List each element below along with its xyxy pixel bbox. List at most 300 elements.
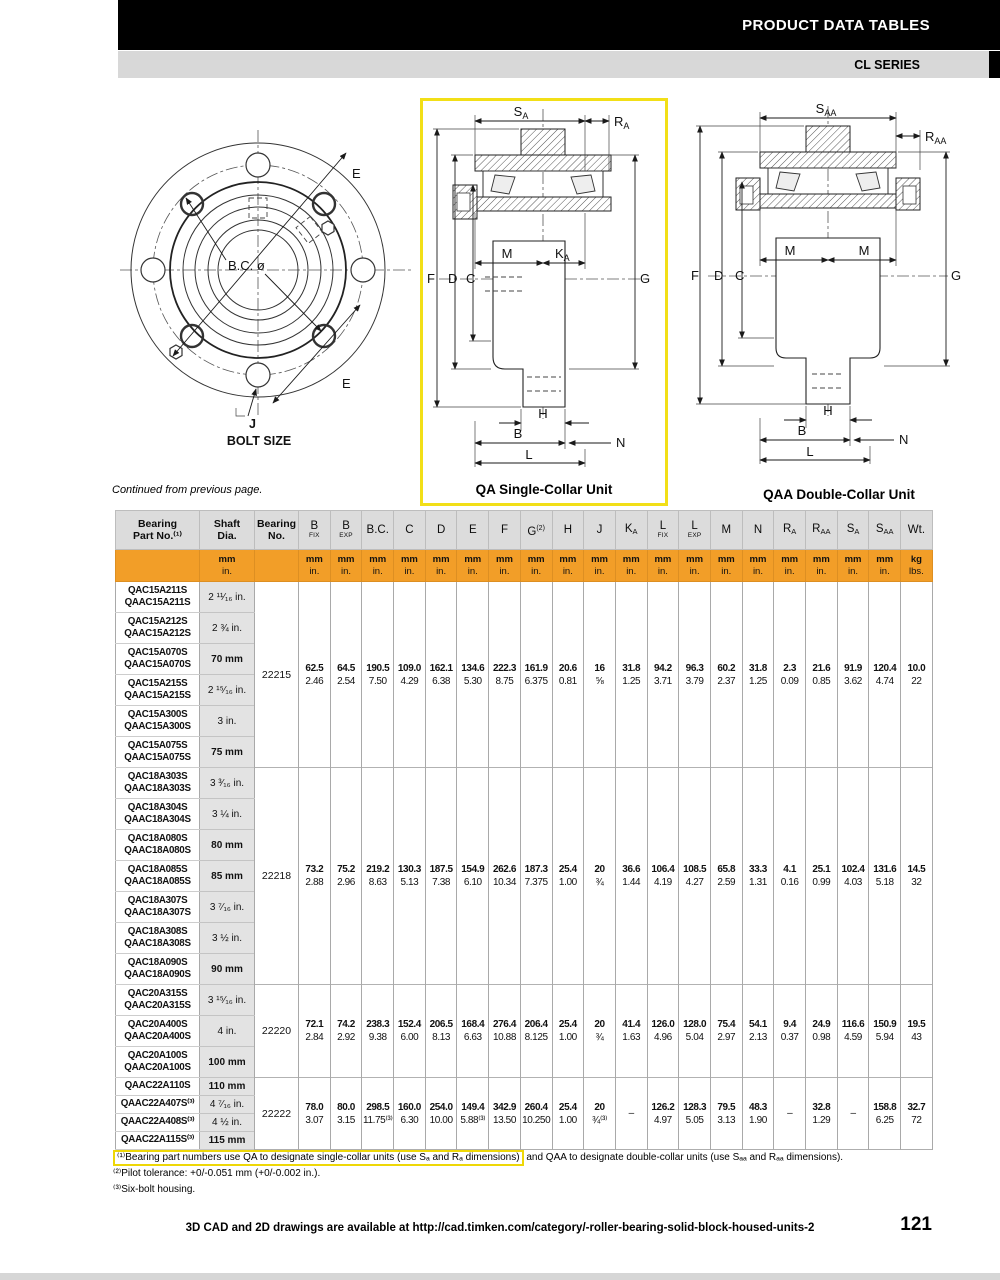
value-metric: 54.1: [749, 1019, 767, 1030]
dimension-value-cell: [330, 768, 362, 985]
value-metric: 150.9: [873, 1019, 897, 1030]
dim-label-j: J: [249, 417, 256, 431]
part-number-cell: QAC18A304S QAAC18A304S: [116, 799, 200, 830]
unit-imperial: in.: [562, 565, 573, 577]
dimension-value-cell: [837, 1078, 869, 1150]
col-header-label: Wt.: [907, 523, 926, 536]
dim-label-f: F: [427, 271, 435, 286]
value-metric: 106.4: [651, 864, 675, 875]
value-imperial: 5.18: [875, 877, 894, 888]
units-cell: [584, 550, 616, 582]
value-metric: 206.5: [429, 1019, 453, 1030]
units-cell: [330, 550, 362, 582]
col-header-label: L: [659, 520, 667, 532]
dimension-value-cell: [869, 582, 901, 768]
unit-imperial: in.: [594, 565, 605, 577]
part-number-cell: QAC18A308S QAAC18A308S: [116, 923, 200, 954]
dimension-value-cell: [647, 985, 679, 1078]
units-cell: [774, 550, 806, 582]
footnote-2: ⁽²⁾Pilot tolerance: +0/-0.051 mm (+0/-0.002 in.).: [113, 1168, 321, 1179]
qa-unit-caption: QA Single-Collar Unit: [475, 482, 613, 497]
value-metric: 222.3: [492, 662, 516, 674]
unit-imperial: in.: [879, 565, 890, 577]
dimension-value-cell: [806, 1078, 838, 1150]
series-bar-cap: [989, 51, 1000, 78]
value-imperial: 8.75: [495, 675, 514, 687]
dimension-value-cell: [584, 582, 616, 768]
dim-label-c: C: [735, 268, 745, 283]
dimension-value-cell: [901, 768, 933, 985]
unit-imperial: [116, 566, 199, 578]
value-imperial: 8.63: [368, 877, 387, 888]
dimension-value-cell: [552, 582, 584, 768]
page-number: 121: [900, 1214, 932, 1235]
value-imperial: 2.54: [337, 675, 355, 687]
dimension-value-cell: [394, 582, 426, 768]
col-header-label: H: [563, 523, 572, 536]
value-imperial: 3.07: [305, 1114, 324, 1126]
qaa-unit-drawing: [678, 98, 1000, 506]
dimension-value-cell: [774, 1078, 806, 1150]
footer-note: 3D CAD and 2D drawings are available at http://cad.timken.com/category/-roller-bearing-solid-block-housed-units-2: [185, 1222, 815, 1234]
value-imperial: 3.71: [653, 675, 672, 687]
value-imperial: 10.250: [522, 1114, 551, 1126]
dimension-value-cell: [330, 1078, 362, 1150]
value-imperial: 6.30: [400, 1114, 419, 1126]
shaft-dia-cell: 2 ¾ in.: [200, 613, 255, 644]
dimension-value-cell: [615, 768, 647, 985]
value-metric: 9.4: [783, 1019, 796, 1030]
dimension-value-cell: [520, 768, 552, 985]
value-imperial: 0.37: [780, 1032, 799, 1043]
value-metric: 20: [594, 1019, 605, 1030]
value-imperial: 72: [911, 1114, 922, 1126]
svg-text:RA: $R_A$: [614, 114, 630, 131]
value-imperial: 7.375: [524, 877, 548, 888]
value-dash: –: [628, 1108, 634, 1119]
value-metric: 33.3: [749, 864, 767, 875]
col-header-lead-0: [116, 511, 200, 550]
page-header-bar: [118, 0, 1000, 50]
dimension-value-cell: [584, 768, 616, 985]
dimension-value-cell: [394, 768, 426, 985]
dimension-value-cell: [837, 768, 869, 985]
value-dash: –: [850, 1108, 856, 1119]
product-data-table: [115, 510, 932, 1150]
col-header-label: B: [310, 520, 319, 532]
value-imperial: 5.94: [875, 1032, 894, 1043]
col-header-g: [520, 511, 552, 550]
shaft-dia-cell: 3 in.: [200, 706, 255, 737]
col-header-label: B.C.: [366, 523, 389, 536]
dim-label-l: L: [806, 444, 814, 459]
dimension-value-cell: [710, 1078, 742, 1150]
value-imperial: 0.98: [812, 1032, 831, 1043]
dimension-value-cell: [679, 582, 711, 768]
dimension-value-cell: [615, 985, 647, 1078]
svg-text:SA: $S_A$: [513, 104, 529, 121]
value-metric: 190.5: [366, 662, 390, 674]
value-imperial: 11.75⁽³⁾: [363, 1114, 393, 1126]
dimension-value-cell: [425, 985, 457, 1078]
part-number-cell: QAC20A100S QAAC20A100S: [116, 1047, 200, 1078]
unit-metric: mm: [496, 554, 513, 565]
value-imperial: 3.13: [717, 1114, 736, 1126]
svg-text:KA: $K_A$: [555, 246, 570, 263]
svg-text:SAA: $S_{AA}$: [815, 101, 837, 118]
dim-label-e-upper: E: [352, 166, 361, 181]
unit-metric: [116, 554, 199, 566]
value-imperial: 6.38: [432, 675, 451, 687]
col-header-label: L: [691, 520, 698, 532]
col-header-label: Bearing No.: [256, 517, 297, 542]
dimension-value-cell: [615, 1078, 647, 1150]
value-imperial: 5.30: [463, 675, 482, 687]
dimension-value-cell: [901, 1078, 933, 1150]
unit-imperial: lbs.: [909, 565, 924, 577]
dimension-value-cell: [742, 985, 774, 1078]
value-metric: 254.0: [429, 1101, 453, 1113]
col-header-lead-1: [200, 511, 255, 550]
dimension-value-cell: [552, 1078, 584, 1150]
col-header-sublabel: FIX: [308, 532, 320, 539]
dimension-value-cell: [806, 582, 838, 768]
units-cell: [255, 550, 299, 582]
value-metric: 32.7: [907, 1101, 926, 1113]
dimension-value-cell: [647, 1078, 679, 1150]
value-imperial: 10.88: [492, 1032, 516, 1043]
dim-label-d: D: [448, 271, 458, 286]
value-metric: 120.4: [873, 662, 897, 674]
value-metric: 187.5: [429, 864, 453, 875]
units-cell: [457, 550, 489, 582]
part-number-cell: QAC15A300S QAAC15A300S: [116, 706, 200, 737]
dim-label-f: F: [691, 268, 699, 283]
value-metric: 48.3: [749, 1101, 767, 1113]
part-number-cell: QAC18A080S QAAC18A080S: [116, 830, 200, 861]
dim-label-b: B: [797, 423, 807, 438]
value-metric: 32.8: [812, 1101, 831, 1113]
dim-label-l: L: [525, 447, 533, 462]
footnote-1-highlight: ⁽¹⁾Bearing part numbers use QA to designate single-collar units (use Sₐ and Rₐ dimensions): [113, 1150, 524, 1166]
value-imperial: 10.00: [429, 1114, 453, 1126]
dimension-value-cell: [647, 768, 679, 985]
value-dash: –: [787, 1108, 793, 1119]
col-header-e: [457, 511, 489, 550]
value-imperial: 0.81: [558, 675, 577, 687]
dimension-value-cell: [520, 582, 552, 768]
value-imperial: 6.00: [400, 1032, 419, 1043]
col-header-lead-2: [255, 511, 299, 550]
dimension-value-cell: [552, 768, 584, 985]
value-metric: 20: [594, 1101, 605, 1113]
value-imperial: 3.62: [844, 675, 862, 687]
units-cell: [520, 550, 552, 582]
value-imperial: 4.27: [685, 877, 704, 888]
dim-label-r: R: [925, 129, 935, 144]
dim-label-d: D: [714, 268, 724, 283]
value-metric: 60.2: [717, 662, 736, 674]
col-header-bc: [362, 511, 394, 550]
shaft-dia-cell: 4 ½ in.: [200, 1114, 255, 1132]
dimension-value-cell: [457, 1078, 489, 1150]
series-bar: [118, 51, 1000, 78]
part-number-cell: QAAC22A115S⁽³⁾: [116, 1132, 200, 1150]
units-cell: [362, 550, 394, 582]
part-number-cell: QAC15A215S QAAC15A215S: [116, 675, 200, 706]
col-header-label: E: [468, 523, 477, 536]
qa-unit-drawing: [423, 101, 665, 473]
unit-metric: kg: [910, 554, 922, 565]
units-cell: [679, 550, 711, 582]
unit-imperial: in.: [372, 565, 383, 577]
col-header-label: D: [436, 523, 446, 536]
value-imperial: 8.125: [524, 1032, 548, 1043]
footnote-3: ⁽³⁾Six-bolt housing.: [113, 1183, 196, 1195]
dimension-value-cell: [457, 985, 489, 1078]
value-imperial: 43: [911, 1032, 922, 1043]
value-metric: 219.2: [366, 864, 390, 875]
value-imperial: 4.74: [875, 675, 894, 687]
value-imperial: 2.59: [717, 877, 736, 888]
col-header-sa: [837, 511, 869, 550]
shaft-dia-cell: 90 mm: [200, 954, 255, 985]
bearing-dimensions-table: [115, 510, 933, 1150]
part-number-cell: QAC15A211S QAAC15A211S: [116, 582, 200, 613]
value-metric: 75.4: [717, 1019, 736, 1030]
col-header-raa: [806, 511, 838, 550]
units-cell: [710, 550, 742, 582]
unit-metric: mm: [749, 554, 767, 565]
value-imperial: 1.44: [622, 877, 641, 888]
grease-fitting-icon: [322, 221, 334, 235]
dimension-value-cell: [299, 985, 331, 1078]
value-metric: 80.0: [337, 1101, 355, 1113]
col-header-saa: [869, 511, 901, 550]
shaft-dia-cell: 3 ¹⁵⁄₁₆ in.: [200, 985, 255, 1016]
value-metric: 128.3: [683, 1101, 707, 1113]
value-imperial: 5.13: [400, 877, 419, 888]
value-metric: 31.8: [622, 662, 641, 674]
dimension-value-cell: [520, 1078, 552, 1150]
unit-metric: mm: [559, 554, 577, 565]
value-metric: 134.6: [461, 662, 485, 674]
dim-label-s: S: [815, 101, 825, 116]
value-imperial: 4.03: [844, 877, 862, 888]
value-metric: 20: [594, 864, 605, 875]
unit-metric: mm: [876, 554, 894, 565]
value-imperial: 6.63: [463, 1032, 482, 1043]
part-number-cell: QAC18A085S QAAC18A085S: [116, 861, 200, 892]
col-header-label: M: [721, 523, 732, 536]
value-metric: 162.1: [429, 662, 453, 674]
dimension-value-cell: [615, 582, 647, 768]
unit-metric: mm: [218, 554, 236, 565]
qa-unit-highlight-box: [420, 98, 668, 506]
unit-metric: mm: [781, 554, 799, 565]
value-metric: 21.6: [812, 662, 831, 674]
dimension-value-cell: [489, 582, 521, 768]
value-imperial: 2.92: [337, 1032, 355, 1043]
dim-label-k: K: [555, 246, 564, 261]
footnote-1: ⁽¹⁾Bearing part numbers use QA to designate single-collar units (use Sₐ and Rₐ dimensions) and QAA to designate double-collar units (use Sₐₐ and Rₐₐ dimensions).: [113, 1150, 988, 1166]
bearing-no-cell: 22215: [255, 582, 299, 768]
value-metric: 78.0: [305, 1101, 324, 1113]
shaft-dia-cell: 2 ¹¹⁄₁₆ in.: [200, 582, 255, 613]
value-imperial: 3.15: [337, 1114, 355, 1126]
value-imperial: 5.04: [685, 1032, 704, 1043]
value-metric: 128.0: [683, 1019, 707, 1030]
value-metric: 126.2: [651, 1101, 675, 1113]
value-metric: 25.4: [558, 864, 577, 875]
col-header-f: [489, 511, 521, 550]
dimension-value-cell: [710, 582, 742, 768]
col-header-sublabel: EXP: [687, 532, 702, 539]
col-header-m: [710, 511, 742, 550]
dimension-value-cell: [869, 1078, 901, 1150]
value-metric: 130.3: [397, 864, 421, 875]
footnotes: [113, 1150, 988, 1197]
dim-label-n: N: [899, 432, 909, 447]
value-imperial: 2.96: [337, 877, 355, 888]
part-number-cell: QAC20A400S QAAC20A400S: [116, 1016, 200, 1047]
value-metric: 31.8: [749, 662, 767, 674]
units-cell: [425, 550, 457, 582]
shaft-dia-cell: 85 mm: [200, 861, 255, 892]
col-header-label: B: [342, 520, 350, 532]
dimension-value-cell: [425, 1078, 457, 1150]
value-metric: 206.4: [524, 1019, 548, 1030]
value-imperial: 4.29: [400, 675, 419, 687]
unit-imperial: in.: [689, 565, 700, 577]
shaft-dia-cell: 80 mm: [200, 830, 255, 861]
col-header-label: SA: [846, 522, 860, 536]
dimension-value-cell: [330, 582, 362, 768]
dim-label-c: C: [466, 271, 476, 286]
col-header-c: [394, 511, 426, 550]
col-header-ka: [615, 511, 647, 550]
units-cell: [394, 550, 426, 582]
col-header-label: KA: [624, 522, 638, 536]
unit-imperial: in.: [626, 565, 637, 577]
continued-note: Continued from previous page.: [112, 484, 263, 496]
col-header-j: [584, 511, 616, 550]
col-header-label: SAA: [875, 522, 894, 536]
part-number-cell: QAC18A307S QAAC18A307S: [116, 892, 200, 923]
unit-metric: mm: [369, 554, 387, 565]
unit-imperial: in.: [657, 565, 668, 577]
value-metric: 24.9: [812, 1019, 831, 1030]
col-header-label: Bearing Part No.⁽¹⁾: [133, 517, 182, 542]
value-metric: 36.6: [622, 864, 641, 875]
value-metric: 276.4: [492, 1019, 516, 1030]
shaft-dia-cell: 115 mm: [200, 1132, 255, 1150]
bearing-no-cell: 22220: [255, 985, 299, 1078]
value-metric: 79.5: [717, 1101, 736, 1113]
value-imperial: 4.19: [653, 877, 672, 888]
bearing-no-cell: 22222: [255, 1078, 299, 1150]
value-imperial: 3.79: [685, 675, 704, 687]
series-label: CL SERIES: [854, 57, 920, 72]
value-metric: 342.9: [492, 1101, 516, 1113]
value-imperial: 6.375: [524, 675, 548, 687]
value-metric: 64.5: [337, 662, 355, 674]
part-number-cell: QAAC22A110S: [116, 1078, 200, 1096]
dimension-value-cell: [806, 768, 838, 985]
value-metric: 10.0: [907, 662, 926, 674]
dimension-value-cell: [901, 985, 933, 1078]
col-header-label: J: [596, 523, 603, 536]
dim-label-r: R: [614, 114, 624, 129]
bearing-no-cell: 22218: [255, 768, 299, 985]
col-header-h: [552, 511, 584, 550]
part-number-cell: QAC15A212S QAAC15A212S: [116, 613, 200, 644]
dimension-value-cell: [457, 582, 489, 768]
value-metric: 41.4: [622, 1019, 641, 1030]
unit-imperial: in.: [221, 565, 233, 577]
unit-imperial: in.: [341, 565, 352, 577]
dimension-value-cell: [901, 582, 933, 768]
value-metric: 160.0: [397, 1101, 421, 1113]
unit-imperial: in.: [309, 565, 320, 577]
value-metric: 260.4: [524, 1101, 548, 1113]
unit-metric: mm: [812, 554, 830, 565]
dimension-value-cell: [774, 768, 806, 985]
col-header-bexp: [330, 511, 362, 550]
dimension-value-cell: [679, 768, 711, 985]
units-cell: [200, 550, 255, 582]
value-imperial: 0.85: [812, 675, 831, 687]
shaft-dia-cell: 3 ⁷⁄₁₆ in.: [200, 892, 255, 923]
value-metric: 298.5: [366, 1101, 390, 1113]
value-imperial: 4.96: [653, 1032, 672, 1043]
dim-label-h: H: [823, 403, 833, 418]
dimension-value-cell: [774, 582, 806, 768]
value-imperial: 1.90: [749, 1114, 767, 1126]
value-metric: 116.6: [841, 1019, 865, 1030]
col-header-label: N: [753, 523, 763, 536]
dimension-value-cell: [710, 985, 742, 1078]
col-header-wt: [901, 511, 933, 550]
unit-metric: mm: [844, 554, 862, 565]
value-metric: 62.5: [305, 662, 324, 674]
dimension-value-cell: [362, 1078, 394, 1150]
value-metric: 75.2: [337, 864, 355, 875]
value-metric: 154.9: [461, 864, 485, 875]
value-metric: 96.3: [685, 662, 704, 674]
units-cell: [116, 550, 200, 582]
unit-metric: mm: [305, 554, 323, 565]
value-metric: 102.4: [841, 864, 865, 875]
dimension-value-cell: [362, 985, 394, 1078]
value-metric: 2.3: [783, 662, 796, 674]
dimension-value-cell: [489, 985, 521, 1078]
col-header-lexp: [679, 511, 711, 550]
shaft-dia-cell: 2 ¹⁵⁄₁₆ in.: [200, 675, 255, 706]
unit-imperial: [255, 566, 298, 578]
value-imperial: 4.59: [844, 1032, 862, 1043]
unit-imperial: in.: [816, 565, 827, 577]
dimension-value-cell: [742, 768, 774, 985]
unit-imperial: in.: [721, 565, 732, 577]
bottom-strip: [0, 1273, 1000, 1280]
col-header-label: RA: [782, 522, 797, 536]
value-metric: 126.0: [651, 1019, 675, 1030]
dimension-value-cell: [679, 1078, 711, 1150]
value-metric: 4.1: [783, 864, 796, 875]
unit-imperial: in.: [436, 565, 447, 577]
col-header-label: RAA: [812, 522, 831, 536]
